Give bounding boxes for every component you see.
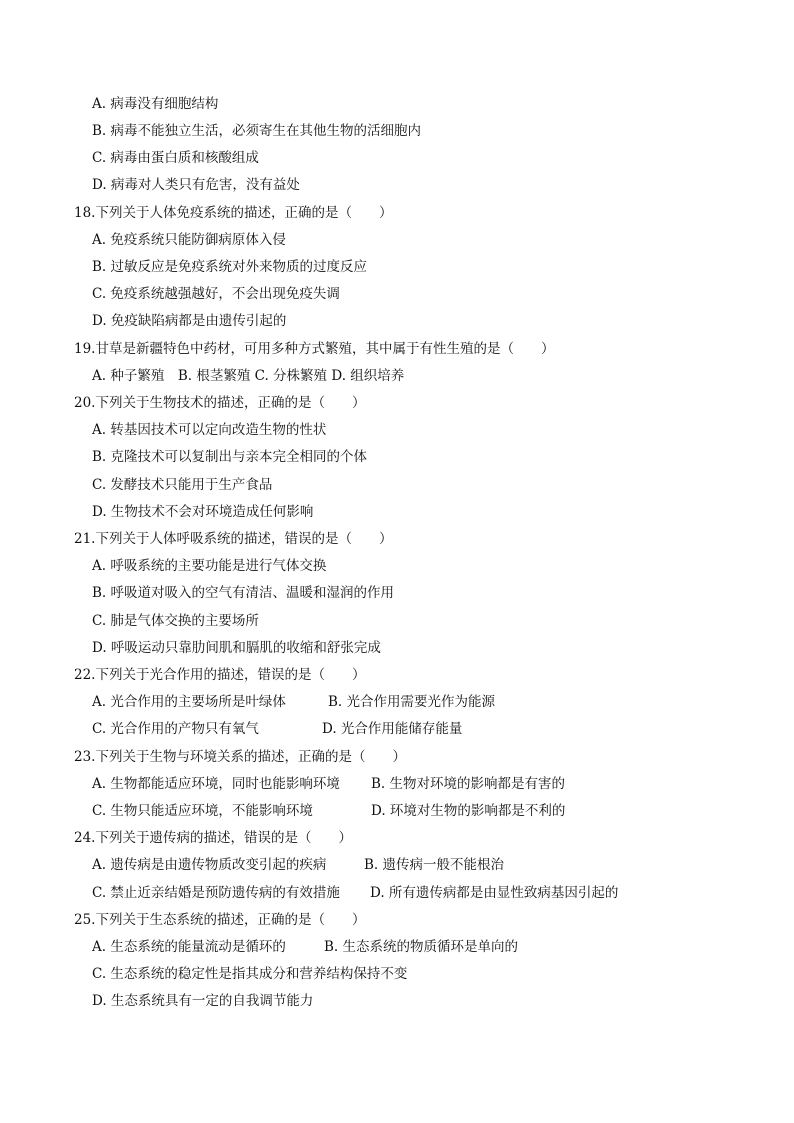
option-line: B. 克隆技术可以复制出与亲本完全相同的个体	[92, 449, 368, 465]
option-line: A. 病毒没有细胞结构	[92, 96, 219, 112]
question-21: 21.下列关于人体呼吸系统的描述，错误的是（ ）	[74, 531, 393, 547]
option-left: A. 遗传病是由遗传物质改变引起的疾病	[92, 857, 327, 873]
option-line: C. 肺是气体交换的主要场所	[92, 613, 259, 629]
option-right: B. 光合作用需要光作为能源	[328, 694, 496, 710]
option-line: D. 生态系统具有一定的自我调节能力	[92, 993, 314, 1009]
question-20: 20.下列关于生物技术的描述，正确的是（ ）	[74, 395, 366, 411]
option-right: D. 环境对生物的影响都是不利的	[371, 803, 566, 819]
option-line: C. 生态系统的稳定性是指其成分和营养结构保持不变	[92, 966, 408, 982]
option-left: A. 光合作用的主要场所是叶绿体	[92, 694, 286, 710]
option-line: C. 病毒由蛋白质和核酸组成	[92, 150, 259, 166]
option-left: C. 禁止近亲结婚是预防遗传病的有效措施	[92, 885, 340, 901]
option-left: C. 生物只能适应环境，不能影响环境	[92, 803, 313, 819]
option-line: A. 免疫系统只能防御病原体入侵	[92, 232, 286, 248]
option-right: B. 生物对环境的影响都是有害的	[371, 776, 566, 792]
option-line: C. 发酵技术只能用于生产食品	[92, 477, 273, 493]
option-line: B. 呼吸道对吸入的空气有清洁、温暖和湿润的作用	[92, 585, 395, 601]
option-line: B. 过敏反应是免疫系统对外来物质的过度反应	[92, 259, 368, 275]
option-left: A. 生物都能适应环境，同时也能影响环境	[92, 776, 340, 792]
question-19: 19.甘草是新疆特色中药材，可用多种方式繁殖，其中属于有性生殖的是（ ）	[74, 341, 555, 357]
option-line: D. 免疫缺陷病都是由遗传引起的	[92, 313, 287, 329]
question-24: 24.下列关于遗传病的描述，错误的是（ ）	[74, 830, 352, 846]
option-left: A. 生态系统的能量流动是循环的	[92, 939, 286, 955]
option-right: D. 光合作用能储存能量	[322, 721, 463, 737]
option-right: D. 所有遗传病都是由显性致病基因引起的	[370, 885, 619, 901]
option-line: A. 呼吸系统的主要功能是进行气体交换	[92, 558, 327, 574]
option-line: C. 免疫系统越强越好，不会出现免疫失调	[92, 286, 340, 302]
question-25: 25.下列关于生态系统的描述，正确的是（ ）	[74, 912, 366, 928]
option-left: C. 光合作用的产物只有氧气	[92, 721, 259, 737]
option-line: B. 病毒不能独立生活，必须寄生在其他生物的活细胞内	[92, 123, 422, 139]
question-18: 18.下列关于人体免疫系统的描述，正确的是（ ）	[74, 205, 393, 221]
option-line: A. 转基因技术可以定向改造生物的性状	[92, 422, 327, 438]
option-right: B. 遗传病一般不能根治	[364, 857, 505, 873]
option-line: D. 生物技术不会对环境造成任何影响	[92, 504, 314, 520]
question-23: 23.下列关于生物与环境关系的描述，正确的是（ ）	[74, 749, 406, 765]
option-line: A. 种子繁殖 B. 根茎繁殖 C. 分株繁殖 D. 组织培养	[92, 368, 405, 384]
question-22: 22.下列关于光合作用的描述，错误的是（ ）	[74, 667, 366, 683]
option-line: D. 呼吸运动只靠肋间肌和膈肌的收缩和舒张完成	[92, 640, 381, 656]
option-right: B. 生态系统的物质循环是单向的	[324, 939, 519, 955]
option-line: D. 病毒对人类只有危害，没有益处	[92, 177, 300, 193]
